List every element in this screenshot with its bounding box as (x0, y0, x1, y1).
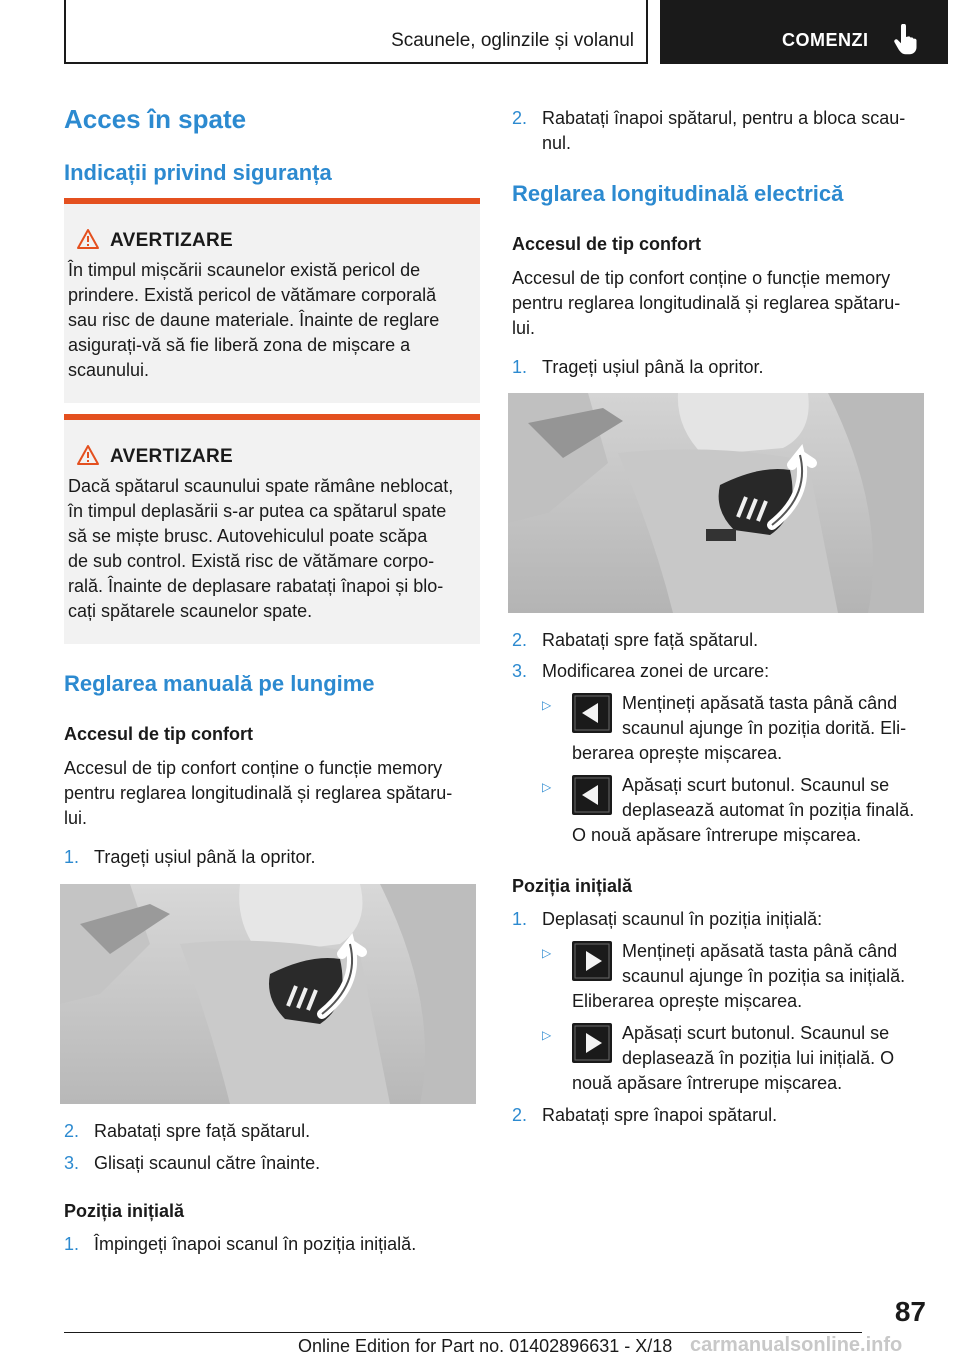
step-number: 1. (64, 1234, 80, 1254)
comfort-paragraph (64, 756, 480, 831)
watermark: carmanualsonline.info (690, 1334, 903, 1356)
warning-line: în timpul deplasării s-ar putea ca spătarul spate (68, 501, 447, 521)
step-number: 1. (512, 357, 528, 377)
arrow-right-button-icon (572, 941, 612, 981)
section-tab[interactable] (660, 0, 948, 64)
list-item (64, 1232, 480, 1257)
sub-list-item (512, 1021, 924, 1096)
step-text: Rabatați spre înapoi spătarul. (542, 1105, 778, 1125)
warning-triangle-icon (76, 444, 100, 466)
warning-line: Dacă spătarul scaunului spate rămâne neblocat, (68, 476, 454, 496)
paragraph-line: Accesul de tip confort conține o funcție memory (512, 268, 891, 288)
list-item (512, 628, 924, 653)
warning-triangle-icon (76, 228, 100, 250)
initial-heading: Poziția inițială (64, 1201, 185, 1221)
warning-title: AVERTIZARE (110, 230, 233, 251)
edition-text: Online Edition for Part no. 01402896631 - X/18 (298, 1336, 673, 1356)
step-text: Trageți ușiul până la opritor. (542, 357, 764, 377)
warning-line: asigurați-vă să fie liberă zona de mișcare a (68, 335, 411, 355)
list-item (64, 1119, 480, 1144)
step-number: 1. (64, 847, 80, 867)
warning-line: În timpul mișcării scaunelor există pericol de (68, 260, 421, 280)
page-number: 87 (894, 1296, 926, 1327)
step-number: 2. (512, 1105, 528, 1125)
sub-text: scaunul ajunge în poziția sa inițială. (622, 966, 906, 986)
step-number: 2. (512, 108, 528, 128)
sub-text: Mențineți apăsată tasta până când (622, 693, 898, 713)
warning-line: scaunului. (68, 360, 150, 380)
warning-title: AVERTIZARE (110, 446, 233, 467)
seat-handle-photo (60, 884, 476, 1104)
paragraph-line: pentru reglarea longitudinală și reglarea spătaru- (512, 293, 901, 313)
sub-text: deplasează automat în poziția finală. (622, 800, 915, 820)
arrow-right-button-icon (572, 1023, 612, 1063)
sub-text: Apăsați scurt butonul. Scaunul se (622, 1023, 890, 1043)
paragraph-line: lui. (512, 318, 536, 338)
step-text: Împingeți înapoi scanul în poziția inițială. (94, 1234, 417, 1254)
step-number: 2. (64, 1121, 80, 1141)
warning-line: rală. Înainte de deplasare rabatați înapoi și blo- (68, 576, 444, 596)
bullet-triangle-icon: ▷ (542, 946, 552, 960)
step-text: Glisați scaunul către înainte. (94, 1153, 321, 1173)
warning-box-2 (64, 414, 480, 644)
sub-list-item (512, 939, 924, 1014)
footer-divider (64, 1332, 862, 1333)
step-text: Rabatați spre față spătarul. (542, 630, 759, 650)
step-number: 1. (512, 909, 528, 929)
list-item (512, 907, 924, 932)
step-text: Trageți ușiul până la opritor. (94, 847, 316, 867)
sub-text: scaunul ajunge în poziția dorită. Eli- (622, 718, 907, 738)
page-header (64, 0, 948, 64)
sub-text: Mențineți apăsată tasta până când (622, 941, 898, 961)
initial-heading: Poziția inițială (512, 876, 633, 896)
sub-text: Apăsați scurt butonul. Scaunul se (622, 775, 890, 795)
list-item (512, 659, 924, 684)
warning-line: de sub control. Există risc de vătămare corpo- (68, 551, 435, 571)
step-number: 2. (512, 630, 528, 650)
list-item (512, 355, 924, 380)
paragraph-line: pentru reglarea longitudinală și reglarea spătaru- (64, 783, 453, 803)
warning-line: prindere. Există pericol de vătămare corporală (68, 285, 437, 305)
warning-line: sau risc de daune materiale. Înainte de reglare (68, 310, 440, 330)
sub-text: O nouă apăsare întrerupe mișcarea. (572, 825, 862, 845)
warning-box-1 (64, 198, 480, 403)
list-item (64, 845, 480, 870)
sub-text: berarea oprește mișcarea. (572, 743, 783, 763)
bullet-triangle-icon: ▷ (542, 1028, 552, 1042)
hand-pointer-icon (892, 24, 920, 56)
bullet-triangle-icon: ▷ (542, 780, 552, 794)
step-text (542, 106, 905, 156)
step-number: 3. (512, 661, 528, 681)
sub-text: Eliberarea oprește mișcarea. (572, 991, 803, 1011)
warning-text (68, 474, 474, 624)
comfort-heading: Accesul de tip confort (512, 234, 702, 254)
list-item (512, 1103, 924, 1128)
sub-list-item (512, 773, 924, 848)
sub-text: nouă apăsare întrerupe mișcarea. (572, 1073, 843, 1093)
step-text: Rabatați spre față spătarul. (94, 1121, 311, 1141)
bullet-triangle-icon: ▷ (542, 698, 552, 712)
section-tab-label: COMENZI (782, 30, 869, 50)
step-line: Rabatați înapoi spătarul, pentru a bloca scau- (542, 108, 906, 128)
comfort-heading: Accesul de tip confort (64, 724, 254, 744)
seat-handle-photo (508, 393, 924, 613)
warning-line: să se miște brusc. Autovehiculul poate scăpa (68, 526, 428, 546)
safety-heading: Indicații privind siguranța (64, 160, 332, 185)
chapter-box (64, 0, 648, 64)
chapter-title: Scaunele, oglinzile și volanul (391, 30, 634, 51)
section-title: Acces în spate (64, 104, 247, 134)
seat-illustration (508, 393, 924, 613)
paragraph-line: lui. (64, 808, 88, 828)
warning-text (68, 258, 474, 383)
step-number: 3. (64, 1153, 80, 1173)
comfort-paragraph (512, 266, 924, 341)
step-text: Deplasați scaunul în poziția inițială: (542, 909, 823, 929)
arrow-left-button-icon (572, 693, 612, 733)
step-line: nul. (542, 133, 572, 153)
sub-text: deplasează în poziția lui inițială. O (622, 1048, 895, 1068)
sub-list-item (512, 691, 924, 766)
seat-illustration (60, 884, 476, 1104)
electric-heading: Reglarea longitudinală electrică (512, 181, 844, 206)
list-item (512, 106, 924, 156)
paragraph-line: Accesul de tip confort conține o funcție memory (64, 758, 443, 778)
manual-heading: Reglarea manuală pe lungime (64, 671, 375, 696)
warning-line: cați spătarele scaunelor spate. (68, 601, 313, 621)
arrow-left-button-icon (572, 775, 612, 815)
step-text: Modificarea zonei de urcare: (542, 661, 770, 681)
list-item (64, 1151, 480, 1176)
